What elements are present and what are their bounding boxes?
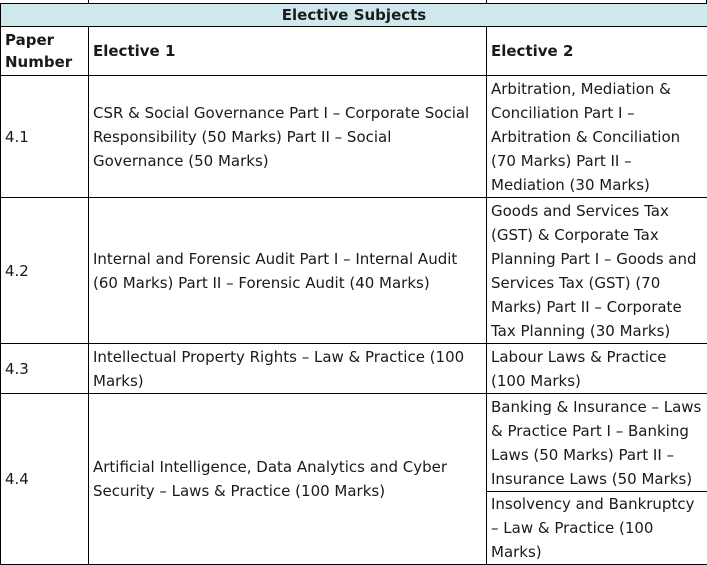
table-row bbox=[1, 344, 707, 394]
table-row bbox=[1, 76, 707, 198]
paper-number-cell: 4.1 bbox=[1, 76, 89, 198]
paper-number-cell: 4.2 bbox=[1, 198, 89, 344]
header-elective-1: Elective 1 bbox=[89, 27, 487, 76]
elective-2-cell: Goods and Services Tax (GST) & Corporate Tax Planning Part I – Goods and Services Tax (GST) (70 Marks) Part II – Corporate Tax Planning (30 Marks) bbox=[487, 198, 707, 344]
elective-1-cell: Intellectual Property Rights – Law & Practice (100 Marks) bbox=[89, 344, 487, 394]
paper-number-cell: 4.4 bbox=[1, 394, 89, 565]
header-elective-2: Elective 2 bbox=[487, 27, 707, 76]
paper-number-cell: 4.3 bbox=[1, 344, 89, 394]
elective-2-cell: Labour Laws & Practice (100 Marks) bbox=[487, 344, 707, 394]
elective-1-cell: Artificial Intelligence, Data Analytics and Cyber Security – Laws & Practice (100 Marks) bbox=[89, 394, 487, 565]
header-paper-number: Paper Number bbox=[1, 27, 89, 76]
elective-1-cell: Internal and Forensic Audit Part I – Internal Audit (60 Marks) Part II – Forensic Audit (40 Marks) bbox=[89, 198, 487, 344]
elective-2-cell: Arbitration, Mediation & Conciliation Part I – Arbitration & Conciliation (70 Marks) Part II – Mediation (30 Marks) bbox=[487, 76, 707, 198]
table-title: Elective Subjects bbox=[1, 4, 707, 27]
table-row bbox=[1, 198, 707, 344]
table-row bbox=[1, 394, 707, 492]
elective-1-cell: CSR & Social Governance Part I – Corporate Social Responsibility (50 Marks) Part II – Social Governance (50 Marks) bbox=[89, 76, 487, 198]
elective-2-cell: Insolvency and Bankruptcy – Law & Practice (100 Marks) bbox=[487, 492, 707, 565]
elective-subjects-table bbox=[0, 3, 707, 565]
elective-2-cell: Banking & Insurance – Laws & Practice Part I – Banking Laws (50 Marks) Part II – Insurance Laws (50 Marks) bbox=[487, 394, 707, 492]
